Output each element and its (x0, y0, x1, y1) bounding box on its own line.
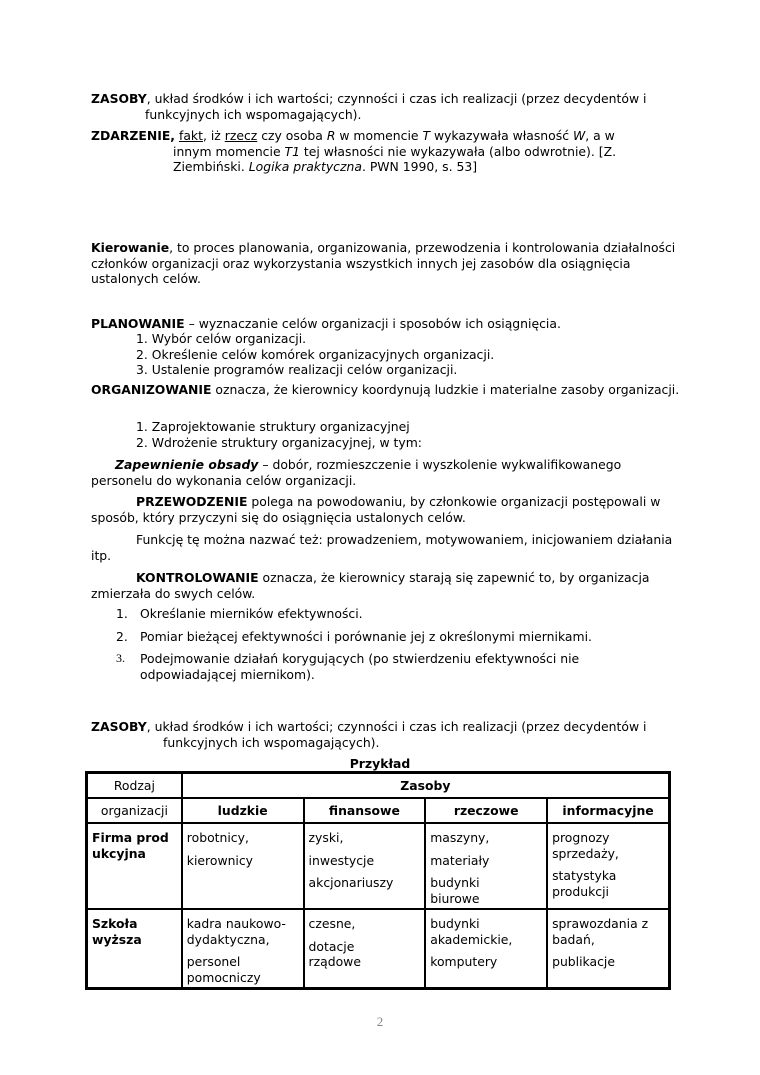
cell-line: kierownicy (186, 852, 254, 868)
przewodzenie-text: polega na powodowaniu, by członkowie organizacji postępowali w sposób, który przyczyni się do osiągnięcia ustalonych celów. (91, 494, 661, 525)
table-header-row (87, 798, 669, 823)
kierowanie-term: Kierowanie (91, 240, 170, 255)
kontrolowanie-term: KONTROLOWANIE (136, 570, 259, 585)
zdarzenie-T: T (422, 128, 431, 143)
table-row (87, 909, 669, 988)
zdarzenie-t6: innym momencie (173, 143, 285, 159)
table-cell (425, 909, 547, 988)
header-rodzaj: Rodzaj (87, 773, 182, 798)
planowanie-text: – wyznaczanie celów organizacji i sposobów ich osiągnięcia. (184, 316, 561, 331)
table-cell (182, 909, 304, 988)
kontrolowanie-definition (91, 570, 681, 601)
list-item (116, 651, 676, 682)
list-item (116, 606, 676, 622)
zdarzenie-t2: czy osoba (257, 128, 327, 143)
cell-line: dotacje rządowe (308, 938, 361, 969)
zdarzenie-T1: T1 (284, 143, 300, 159)
list-number: 1. (116, 606, 128, 621)
planowanie-list (136, 331, 676, 378)
page-number: 2 (376, 1014, 384, 1029)
list-text: Określanie mierników efektywności. (140, 606, 363, 621)
table-cell (547, 909, 669, 988)
table-cell (425, 823, 547, 909)
funkcja-text: Funkcję tę można nazwać też: prowadzeniem, motywowaniem, inicjowaniem działania itp. (91, 532, 673, 563)
list-text: Pomiar bieżącej efektywności i porównanie jej z określonymi miernikami. (140, 628, 592, 644)
zdarzenie-t8: Ziembiński. (173, 159, 249, 174)
table-caption: Przykład (349, 756, 411, 771)
kontrolowanie-text: oznacza, że kierownicy starają się zapewnić to, by organizacja zmierzała do swych celów. (91, 570, 650, 601)
zasoby-text-cont: funkcyjnych ich wspomagających). (145, 106, 362, 122)
zdarzenie-t5: , a w (585, 128, 615, 143)
obsada-term: Zapewnienie obsady (115, 457, 259, 472)
cell-line: maszyny, (430, 830, 490, 845)
funkcja-paragraph (91, 532, 681, 563)
list-text: Podejmowanie działań korygujących (po stwierdzeniu efektywności nie odpowiadającej miernikom). (140, 651, 580, 682)
resources-table (85, 771, 671, 990)
cell-line: sprawozdania z badań, (552, 916, 649, 947)
cell-line: kadra naukowo-dydaktyczna, (186, 916, 286, 947)
zdarzenie-fakt: fakt (178, 128, 203, 143)
cell-line: komputery (430, 954, 498, 969)
zasoby-text: , układ środków i ich wartości; czynności i czas ich realizacji (przez decydentów i (146, 91, 647, 106)
cell-line: zyski, (308, 830, 344, 845)
kierowanie-text: , to proces planowania, organizowania, przewodzenia i kontrolowania działalności członków organizacji oraz wykorzystania wszystkich innych jej zasobów dla osiągnięcia ustalonych celów. (91, 240, 676, 286)
cell-line: czesne, (308, 916, 356, 931)
cell-line: budynki biurowe (430, 875, 480, 906)
zdarzenie-definition (91, 128, 681, 175)
list-item: 1. Zaprojektowanie struktury organizacyjnej (136, 419, 410, 434)
zdarzenie-W: W (572, 128, 586, 143)
list-item (116, 629, 676, 645)
header-zasoby: Zasoby (182, 773, 669, 798)
zdarzenie-term: ZDARZENIE, (91, 128, 175, 143)
organizowanie-term: ORGANIZOWANIE (91, 382, 212, 397)
cell-line: inwestycje (308, 852, 375, 868)
list-item: 1. Wybór celów organizacji. (136, 331, 307, 346)
cell-line: akcjonariuszy (308, 875, 394, 890)
list-number: 2. (116, 628, 128, 644)
cell-line: budynki akademickie, (430, 916, 513, 947)
row-name: Firma produkcyjna (87, 823, 182, 909)
header-informacyjne: informacyjne (547, 798, 669, 823)
zdarzenie-t7: tej własności nie wykazywała (albo odwrotnie). [Z. (299, 143, 617, 159)
przewodzenie-term: PRZEWODZENIE (136, 494, 248, 509)
zasoby-term: ZASOBY (91, 91, 147, 106)
table-cell (182, 823, 304, 909)
header-ludzkie: ludzkie (182, 798, 304, 823)
list-item: 2. Wdrożenie struktury organizacyjnej, w tym: (136, 434, 422, 450)
organizowanie-definition (91, 382, 681, 398)
organizowanie-list (136, 419, 676, 450)
table-cell (304, 823, 426, 909)
przewodzenie-definition (91, 494, 681, 525)
table-header-row (87, 773, 669, 798)
list-number: 3. (116, 651, 125, 665)
header-rzeczowe: rzeczowe (425, 798, 547, 823)
planowanie-term: PLANOWANIE (91, 316, 185, 331)
organizowanie-text: oznacza, że kierownicy koordynują ludzkie i materialne zasoby organizacji. (211, 382, 680, 397)
cell-line: publikacje (552, 954, 615, 969)
zdarzenie-book: Logika praktyczna (248, 159, 362, 174)
zdarzenie-R: R (326, 128, 336, 143)
table-row (87, 823, 669, 909)
cell-line: prognozy sprzedaży, (552, 830, 619, 861)
planowanie-definition (91, 316, 681, 332)
row-name: Szkoła wyższa (87, 909, 182, 988)
cell-line: materiały (430, 852, 490, 868)
obsada-definition (91, 457, 681, 488)
zasoby-definition-2 (91, 719, 681, 750)
cell-line: personel pomocniczy (186, 954, 261, 985)
obsada-text: – dobór, rozmieszczenie i wyszkolenie wykwalifikowanego personelu do wykonania celów organizacji. (91, 457, 622, 488)
table-cell (304, 909, 426, 988)
zasoby-text-cont: funkcyjnych ich wspomagających). (163, 734, 380, 750)
zdarzenie-t4: wykazywała własność (430, 128, 573, 143)
kierowanie-definition (91, 240, 681, 287)
table-cell (547, 823, 669, 909)
list-item: 2. Określenie celów komórek organizacyjnych organizacji. (136, 346, 495, 362)
zdarzenie-rzecz: rzecz (224, 128, 258, 143)
list-item: 3. Ustalenie programów realizacji celów organizacji. (136, 362, 458, 377)
zasoby-term: ZASOBY (91, 719, 147, 734)
cell-line: robotnicy, (186, 830, 249, 845)
zasoby-definition (91, 91, 681, 122)
zdarzenie-t9: . PWN 1990, s. 53] (361, 159, 478, 174)
header-organizacji: organizacji (87, 798, 182, 823)
cell-line: statystyka produkcji (552, 868, 617, 899)
zdarzenie-t1: , iż (202, 128, 225, 143)
header-finansowe: finansowe (304, 798, 426, 823)
zdarzenie-t3: w momencie (335, 128, 423, 143)
kontrolowanie-list (116, 606, 676, 682)
zasoby-text: , układ środków i ich wartości; czynności i czas ich realizacji (przez decydentów i (146, 719, 647, 734)
